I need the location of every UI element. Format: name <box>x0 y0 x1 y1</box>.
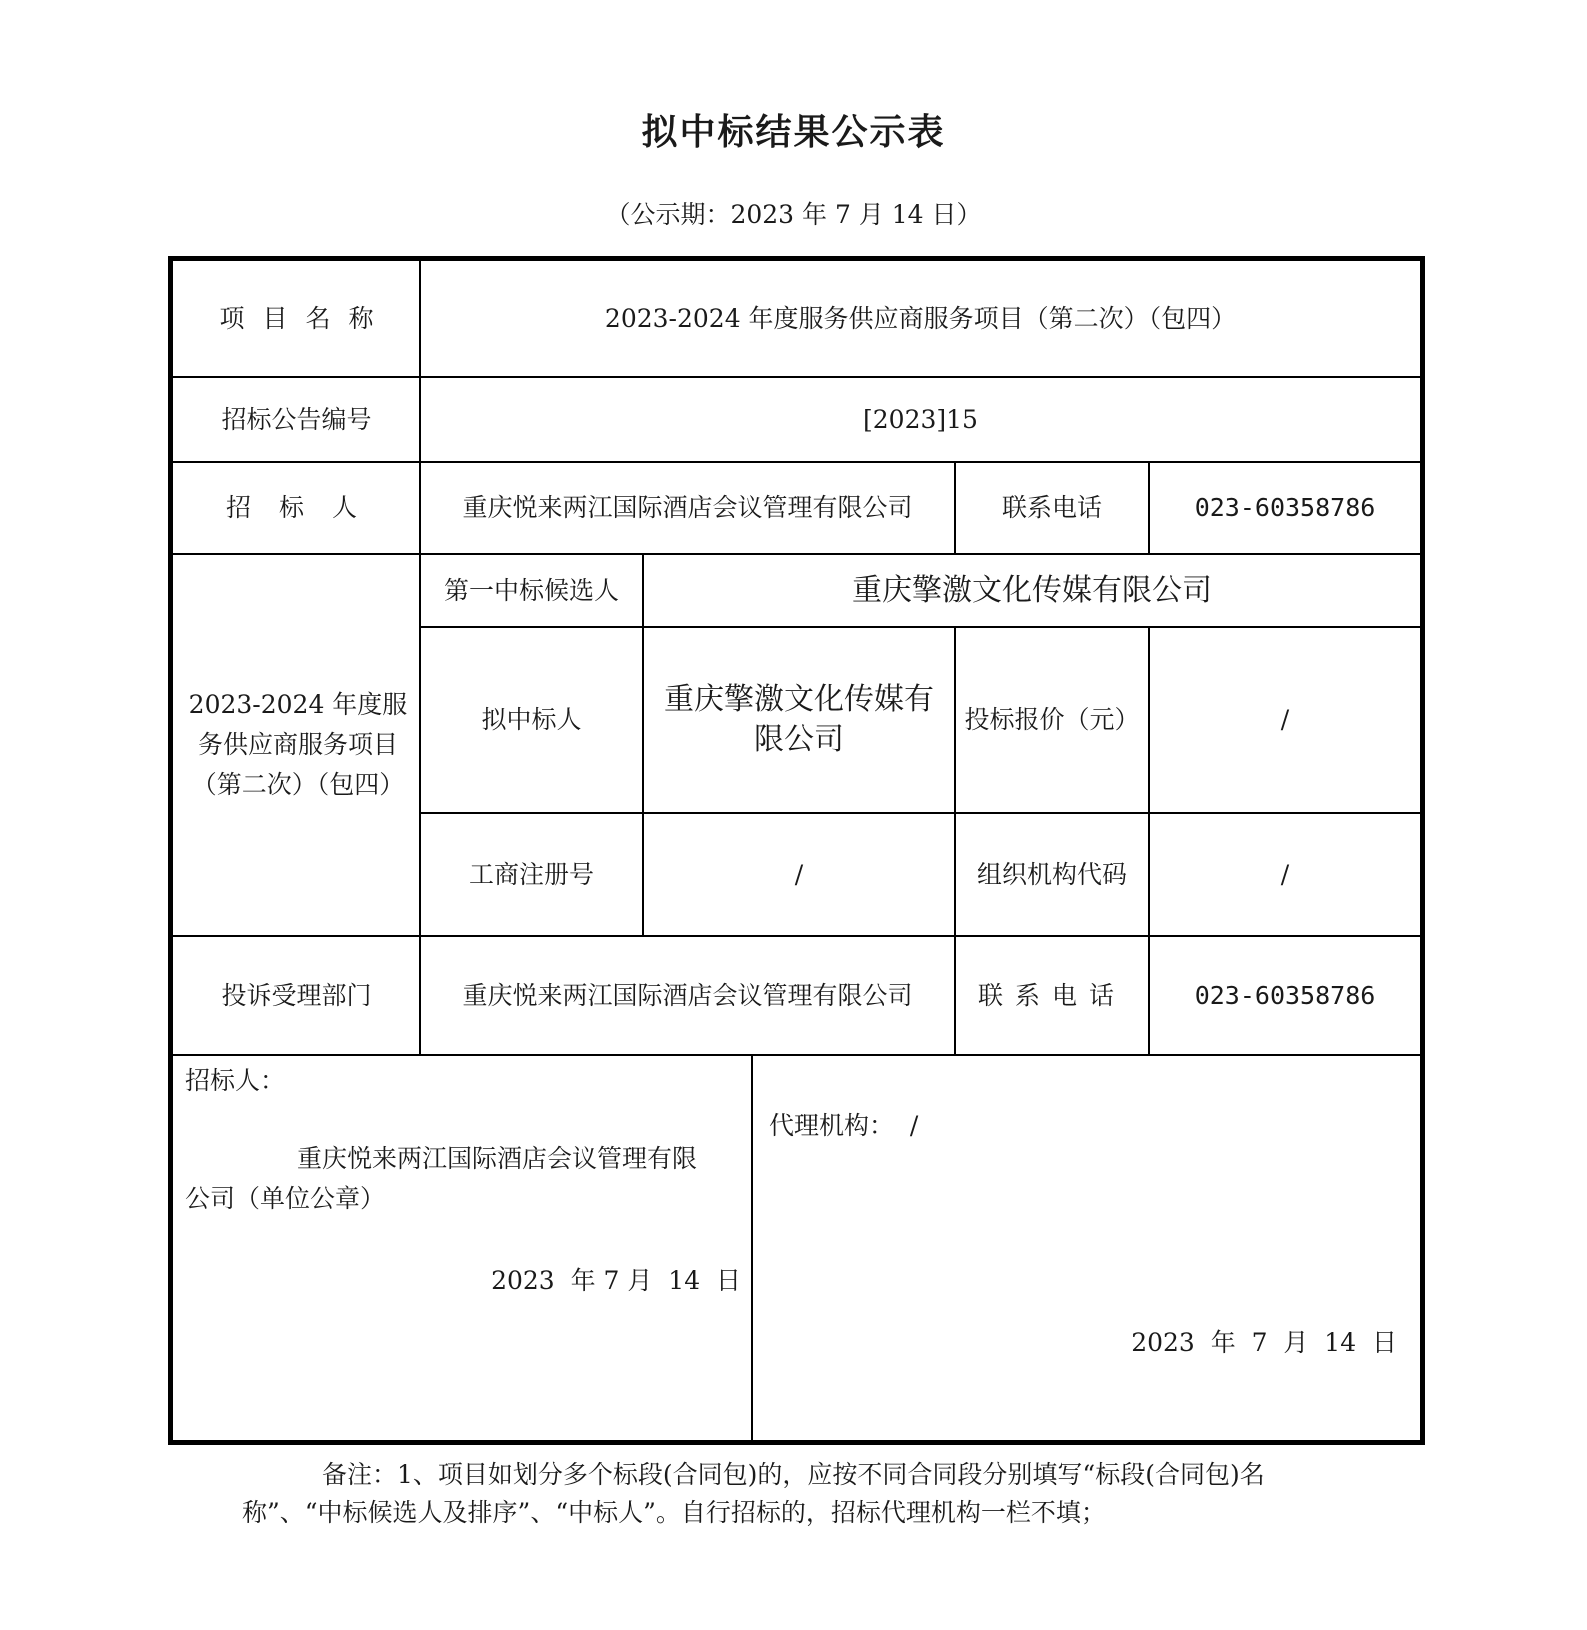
notice-number-value: [2023]15 <box>863 404 978 434</box>
tenderer-sign-name: 重庆悦来两江国际酒店会议管理有限 <box>297 1144 698 1173</box>
winner-label: 拟中标人 <box>481 705 582 734</box>
result-table <box>168 256 1425 1445</box>
tenderer-sign-heading: 招标人： <box>185 1066 286 1095</box>
registration-number-value: / <box>794 859 804 889</box>
first-candidate-label: 第一中标候选人 <box>443 575 619 605</box>
lot-label: 2023-2024 年度服务供应商服务项目（第二次）（包四） <box>188 690 408 799</box>
complaint-phone-label: 联系电话 <box>977 980 1126 1010</box>
first-candidate-value: 重庆擎激文化传媒有限公司 <box>852 572 1212 608</box>
registration-number-label: 工商注册号 <box>468 859 594 889</box>
tenderer-phone-value: 023-60358786 <box>1194 493 1376 522</box>
publicity-period: （公示期：2023 年 7 月 14 日） <box>605 200 982 229</box>
agency-sign-heading: 代理机构： / <box>769 1111 919 1140</box>
tenderer-phone-label: 联系电话 <box>1001 493 1102 522</box>
bid-price-label: 投标报价（元） <box>964 705 1140 734</box>
winner-value: 重庆擎激文化传媒有限公司 <box>664 681 934 757</box>
organization-code-label: 组织机构代码 <box>976 859 1127 889</box>
remarks-line-2: 称”、“中标候选人及排序”、“中标人”。自行招标的，招标代理机构一栏不填； <box>242 1498 1106 1527</box>
tenderer-label: 招 标 人 <box>226 493 367 522</box>
organization-code-value: / <box>1280 859 1290 889</box>
tenderer-value: 重庆悦来两江国际酒店会议管理有限公司 <box>462 493 913 522</box>
page-title: 拟中标结果公示表 <box>641 111 946 153</box>
bid-price-value: / <box>1280 705 1290 734</box>
project-name-value: 2023-2024 年度服务供应商服务项目（第二次）（包四） <box>604 303 1237 333</box>
complaint-dept-label: 投诉受理部门 <box>221 980 372 1010</box>
remarks-line-1: 备注：1、项目如划分多个标段(合同包)的，应按不同合同段分别填写“标段(合同包)名 <box>322 1460 1265 1489</box>
tenderer-sign-date: 2023 年 7 月 14 日 <box>491 1266 741 1295</box>
complaint-dept-value: 重庆悦来两江国际酒店会议管理有限公司 <box>462 980 913 1010</box>
complaint-phone-value: 023-60358786 <box>1194 980 1376 1010</box>
tenderer-sign-name-cont: 公司（单位公章） <box>185 1184 386 1213</box>
project-name-label: 项目名称 <box>219 303 392 333</box>
notice-number-label: 招标公告编号 <box>221 404 372 434</box>
agency-sign-date: 2023 年 7 月 14 日 <box>1131 1328 1397 1357</box>
